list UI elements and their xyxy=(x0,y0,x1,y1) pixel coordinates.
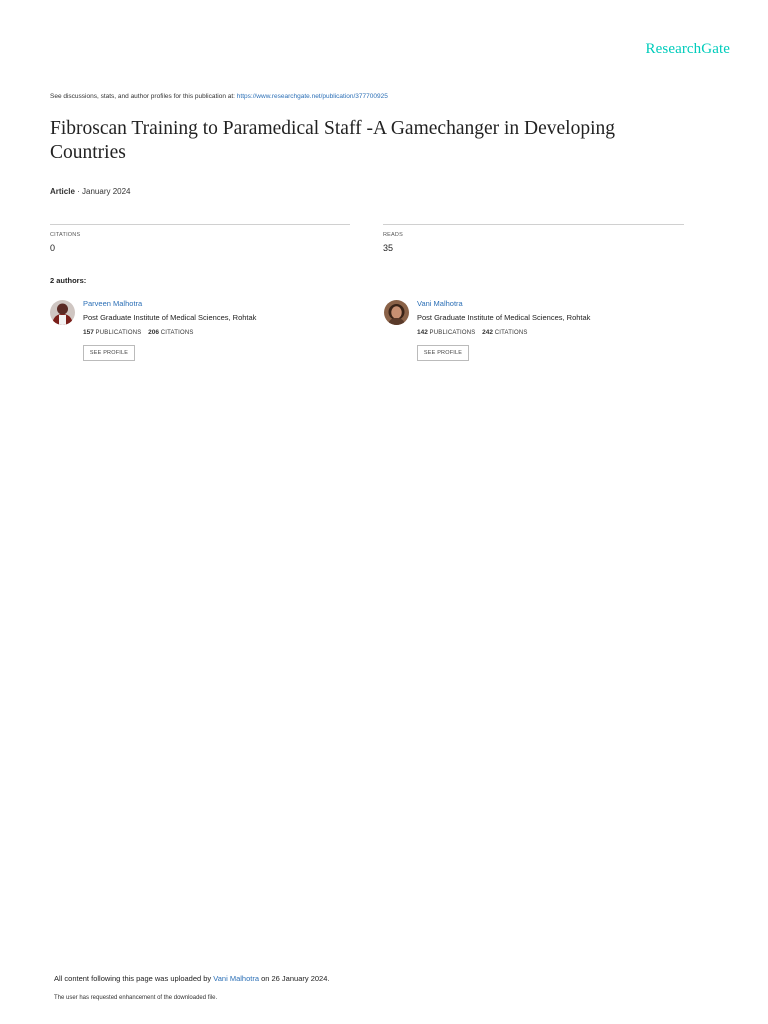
author-card-1 xyxy=(50,298,350,368)
article-date: · January 2024 xyxy=(74,187,131,196)
author-citations-count: 242 xyxy=(482,329,494,336)
publications-label: PUBLICATIONS xyxy=(429,330,476,336)
upload-suffix: on 26 January 2024. xyxy=(259,974,330,983)
author-photo-icon xyxy=(384,300,409,325)
author-stats xyxy=(83,329,194,336)
author-citations-count: 206 xyxy=(148,329,160,336)
author-name-link[interactable]: Parveen Malhotra xyxy=(83,299,143,308)
citations-value: 0 xyxy=(50,243,56,253)
upload-notice xyxy=(54,974,329,983)
reads-divider xyxy=(383,224,684,225)
publications-count: 157 xyxy=(83,329,94,336)
author-name-link[interactable]: Vani Malhotra xyxy=(417,299,463,308)
upload-prefix: All content following this page was uploaded by xyxy=(54,974,214,983)
author-citations-label: CITATIONS xyxy=(494,330,528,336)
publications-label: PUBLICATIONS xyxy=(95,330,142,336)
see-profile-button[interactable]: SEE PROFILE xyxy=(417,345,469,361)
article-title: Fibroscan Training to Paramedical Staff -A Gamechanger in Developing Countries xyxy=(50,118,616,163)
article-type: Article xyxy=(50,187,75,196)
author-stats xyxy=(417,329,528,336)
author-card-2 xyxy=(384,298,684,368)
enhancement-note: The user has requested enhancement of the downloaded file. xyxy=(54,995,218,1001)
avatar[interactable] xyxy=(50,300,75,325)
author-institution: Post Graduate Institute of Medical Sciences, Rohtak xyxy=(417,313,591,322)
author-photo-icon xyxy=(50,300,75,325)
reads-label: READS xyxy=(383,232,403,238)
uploader-link[interactable]: Vani Malhotra xyxy=(213,974,259,983)
discussions-text: See discussions, stats, and author profiles for this publication at: xyxy=(50,93,237,100)
reads-value: 35 xyxy=(383,243,394,253)
publication-url-link[interactable]: https://www.researchgate.net/publication/377700925 xyxy=(236,93,388,100)
researchgate-logo[interactable]: ResearchGate xyxy=(645,41,730,57)
see-profile-button[interactable]: SEE PROFILE xyxy=(83,345,135,361)
article-meta xyxy=(50,187,131,196)
authors-heading: 2 authors: xyxy=(50,276,87,285)
publications-count: 142 xyxy=(417,329,428,336)
avatar[interactable] xyxy=(384,300,409,325)
author-institution: Post Graduate Institute of Medical Sciences, Rohtak xyxy=(83,313,257,322)
discussions-line xyxy=(50,93,388,100)
citations-label: CITATIONS xyxy=(50,232,81,238)
author-citations-label: CITATIONS xyxy=(160,330,194,336)
citations-divider xyxy=(50,224,350,225)
